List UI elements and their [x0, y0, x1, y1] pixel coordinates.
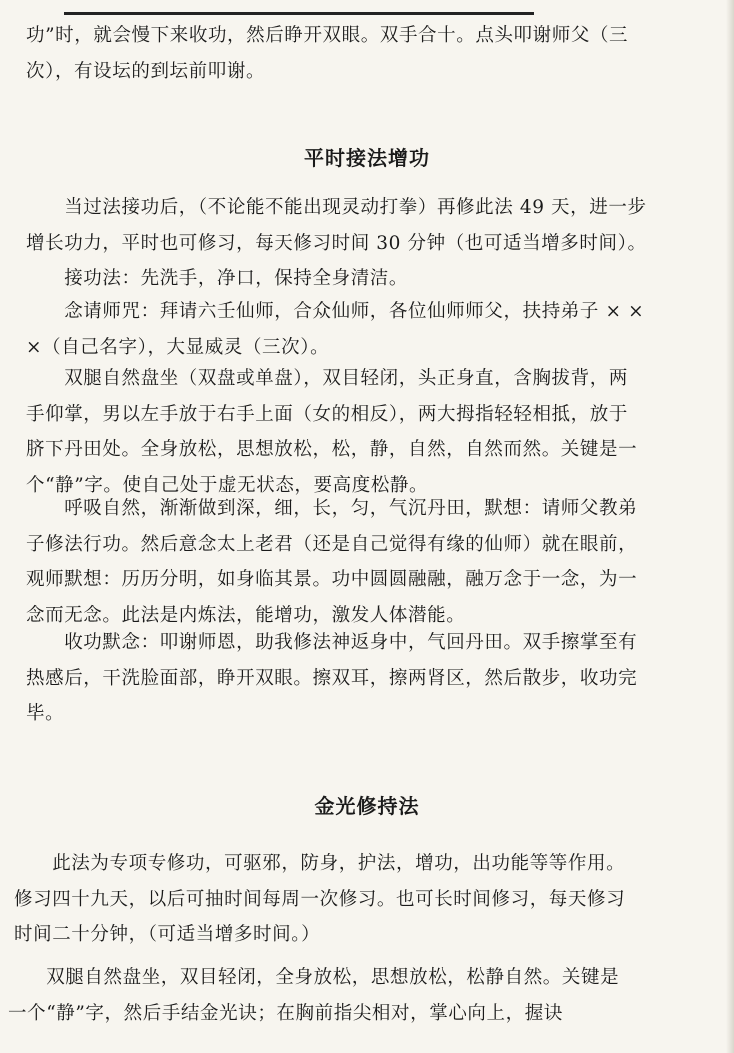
section1-paragraph-1: 当过法接功后，（不论能不能出现灵动打拳）再修此法 49 天，进一步 增长功力，平时也可修习，每天修习时间 30 分钟（也可适当增多时间）。 — [26, 197, 647, 254]
section1-paragraph-5: 呼吸自然，渐渐做到深，细，长，匀，气沉丹田，默想：请师父教弟 子修法行功。然后意念太上老君（还是自己觉得有缘的仙师）就在眼前， 观师默想：历历分明，如身临其景。功中圆圆融融，融万念于一念，为一 念而无念。此法是内炼法，能增功，激发人体潜能。 — [26, 498, 638, 626]
section2-paragraph-1: 此法为专项专修功，可驱邪，防身，护法，增功，出功能等等作用。 修习四十九天，以后可抽时间每周一次修习。也可长时间修习，每天修习 时间二十分钟，（可适当增多时间。） — [14, 853, 626, 945]
section2-paragraph-2: 双腿自然盘坐，双目轻闭，全身放松，思想放松，松静自然。关键是 一个“静”字，然后手结金光诀；在胸前指尖相对，掌心向上，握诀 — [8, 967, 620, 1024]
section1-paragraph-3: 念请师咒：拜请六壬仙师，合众仙师，各位仙师师父，扶持弟子 × × ×（自己名字），大显威灵（三次）。 — [26, 301, 645, 358]
section1-paragraph-2: 接功法：先洗手，净口，保持全身清洁。 — [26, 268, 409, 289]
intro-line-2: 次），有设坛的到坛前叩谢。 — [26, 61, 266, 82]
top-rule — [64, 12, 534, 15]
page-edge-shadow — [726, 0, 734, 1053]
intro-line-1: 功”时，就会慢下来收功，然后睁开双眼。双手合十。点头叩谢师父（三 — [26, 25, 629, 46]
section1-paragraph-4: 双腿自然盘坐（双盘或单盘），双目轻闭，头正身直，含胸拔背，两 手仰掌，男以左手放于右手上面（女的相反），两大拇指轻轻相抵，放于 脐下丹田处。全身放松，思想放松，松，静，自然，自然而然。关键是一 个“静”字。使自己处于虚无状态，要高度松静。 — [26, 368, 638, 496]
section1-paragraph-6: 收功默念：叩谢师恩，助我修法神返身中，气回丹田。双手擦掌至有 热感后，干洗脸面部，睁开双眼。擦双耳，擦两肾区，然后散步，收功完 毕。 — [26, 632, 638, 724]
section-title-jin-guang: 金光修持法 — [314, 794, 420, 818]
section-title-ping-shi: 平时接法增功 — [304, 146, 430, 170]
